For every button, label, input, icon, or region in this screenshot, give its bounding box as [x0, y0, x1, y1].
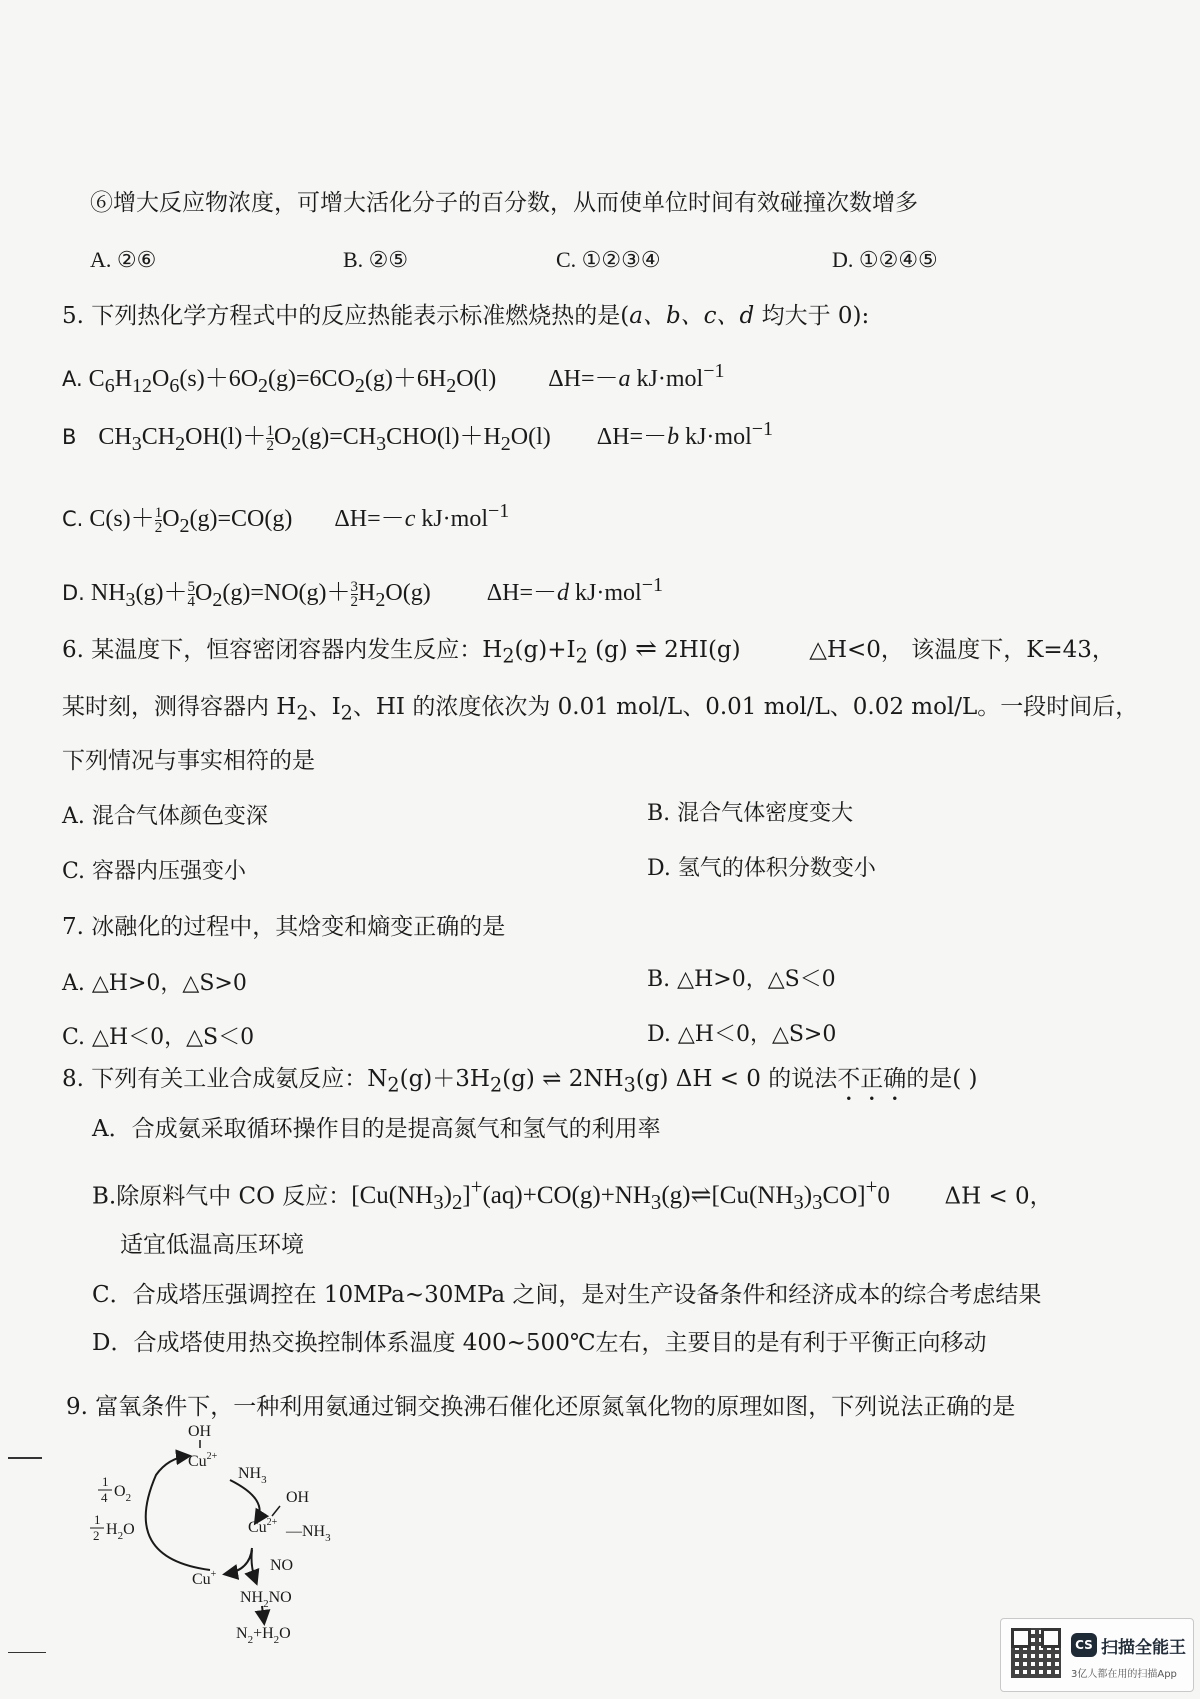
oh-bond-right	[272, 1506, 280, 1516]
cycle-arc-bottom	[226, 1548, 252, 1574]
margin-mark	[8, 1652, 46, 1653]
q5-option-c: C. C(s)＋ $\frac{1}{2}$ $O_2(g)=CO(g)$ ΔH=－c kJ·mol$^{-1}$	[62, 500, 510, 537]
no-in-label: NO	[270, 1557, 294, 1574]
q6-option-a: A. 混合气体颜色变深	[62, 804, 268, 829]
q6-option-c: C. 容器内压强变小	[62, 859, 247, 884]
q4-option-c: C. ①②③④	[556, 247, 661, 272]
cu-right-label: $Cu^{2+}$	[248, 1517, 278, 1536]
branch-arrow	[252, 1550, 257, 1582]
q8-stem: 8. 下列有关工业合成氨反应：$N_2(g)+3H_2(g)$ ⇌ $2NH_3(g) \Delta H < 0$ 的说法不正确的是( )	[62, 1066, 978, 1097]
q8-option-a: A．合成氨采取循环操作目的是提高氮气和氢气的利用率	[92, 1116, 661, 1142]
oh-right-label: OH	[286, 1489, 310, 1506]
oh-top-label: OH	[188, 1423, 212, 1440]
qr-code-icon	[1011, 1628, 1061, 1678]
watermark-name: 扫描全能王	[1101, 1638, 1186, 1658]
products-label: $N_2+H_2O$	[236, 1625, 291, 1646]
q8-option-b-continued: 适宜低温高压环境	[120, 1232, 304, 1258]
cycle-arc-left	[146, 1456, 210, 1570]
q6-option-b: B. 混合气体密度变大	[647, 801, 854, 826]
equilibrium-arrow-icon: ⇌	[635, 634, 657, 664]
catalytic-cycle-diagram	[80, 1420, 400, 1650]
o2-label: $O_2$	[114, 1483, 132, 1504]
cu-top-label: $Cu^{2+}$	[188, 1451, 218, 1470]
q7-option-c: C. △H＜0，△S＜0	[62, 1025, 255, 1050]
nh3-right-label: $—NH_3$	[286, 1523, 331, 1544]
q4-option-a: A. ②⑥	[90, 247, 157, 272]
margin-mark	[8, 1457, 42, 1459]
nh2no-label: $NH_2NO$	[240, 1589, 292, 1610]
q4-option-b: B. ②⑤	[343, 247, 409, 272]
h2o-fraction-den: 2	[93, 1528, 100, 1543]
q7-option-b: B. △H>0，△S＜0	[647, 967, 836, 992]
q7-stem: 7. 冰融化的过程中，其焓变和熵变正确的是	[62, 914, 506, 940]
q5-stem: 5. 下列热化学方程式中的反应热能表示标准燃烧热的是(a、b、c、d 均大于 0):	[62, 303, 870, 329]
q6-stem-line-1: 6. 某温度下，恒容密闭容器内发生反应：$H_2(g)+I_2$ (g) ⇌ 2HI(g) △H<0， 该温度下，K=43，	[62, 634, 1115, 668]
o2-fraction-num: 1	[102, 1474, 109, 1489]
h2o-label: $H_2O$	[106, 1521, 135, 1542]
q9-stem: 9. 富氧条件下，一种利用氨通过铜交换沸石催化还原氮氧化物的原理如图，下列说法正确的是	[66, 1394, 1016, 1420]
cu-bottom-label: Cu+	[192, 1569, 217, 1588]
q5-option-d: D. $NH_3(g)+$ $\frac{5}{4}$ $O_2(g)=NO(g)+$ $\frac{3}{2}$ $H_2O(g)$ ΔH=－d kJ·mol$^{-1}$	[62, 574, 663, 611]
q6-stem-line-2: 某时刻，测得容器内 $H_2$、$I_2$、HI 的浓度依次为 0.01 mol/L、0.01 mol/L、0.02 mol/L。一段时间后，	[62, 694, 1139, 725]
q8-option-b: B.除原料气中 CO 反应：$[Cu(NH_3)_2]^+(aq)+CO(g)+NH_3(g)\rightleftharpoons[Cu(NH_3)_3CO]^+0$ ΔH < 0，	[92, 1175, 1053, 1215]
q4-option-d: D. ①②④⑤	[832, 247, 938, 272]
q4-item-6: ⑥增大反应物浓度，可增大活化分子的百分数，从而使单位时间有效碰撞次数增多	[90, 190, 918, 216]
h2o-fraction-num: 1	[94, 1512, 101, 1527]
q6-stem-line-3: 下列情况与事实相符的是	[62, 748, 315, 774]
scanner-watermark	[1000, 1618, 1194, 1692]
camscanner-logo: CS	[1071, 1633, 1097, 1657]
q7-option-d: D. △H＜0，△S>0	[647, 1022, 837, 1047]
q8-option-c: C．合成塔压强调控在 10MPa~30MPa 之间，是对生产设备条件和经济成本的综合考虑结果	[92, 1282, 1042, 1308]
q8-option-d: D．合成塔使用热交换控制体系温度 400~500℃左右，主要目的是有利于平衡正向移动	[92, 1330, 987, 1356]
o2-fraction-den: 4	[101, 1490, 108, 1505]
q5-option-b: B $CH_3CH_2OH(l)+$ $\frac{1}{2}$ $O_2(g)=CH_3CHO(l)+H_2O(l)$ ΔH=－b kJ·mol$^{-1}$	[62, 418, 774, 455]
cycle-arc-right	[230, 1480, 260, 1522]
q6-option-d: D. 氢气的体积分数变小	[647, 856, 876, 881]
q5-option-a: A. $C_6H_{12}O_6(s)+6O_2(g)=6CO_2(g)+6H_2O(l)$ ΔH=－a kJ·mol$^{-1}$	[62, 360, 725, 397]
nh3-in-label: $NH_3$	[238, 1465, 267, 1486]
emphasis-text: 不正确	[837, 1066, 907, 1092]
watermark-subtitle: 3亿人都在用的扫描App	[1071, 1669, 1177, 1680]
q7-option-a: A. △H>0，△S>0	[62, 971, 247, 996]
